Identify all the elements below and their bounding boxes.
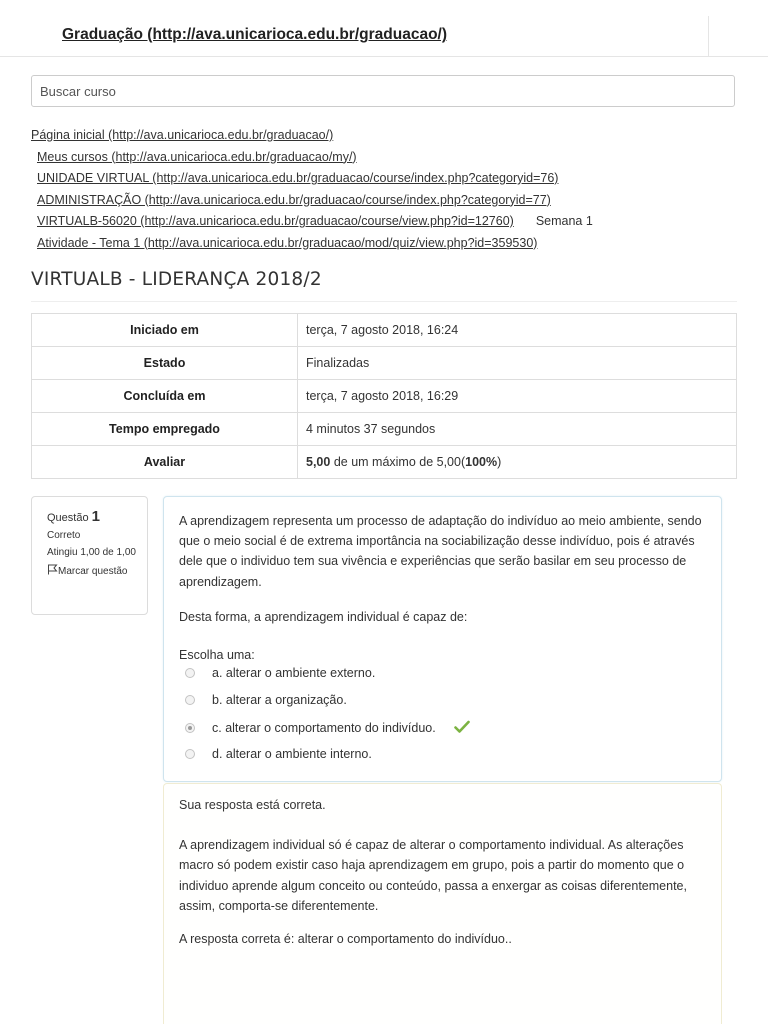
- summary-label: Avaliar: [32, 446, 298, 479]
- breadcrumb: [31, 125, 593, 254]
- page-title: VIRTUALB - LIDERANÇA 2018/2: [31, 269, 322, 290]
- check-icon: [454, 720, 470, 737]
- grade-score: 5,00: [306, 455, 331, 469]
- feedback-correct-answer: A resposta correta é: alterar o comportamento do indivíduo..: [179, 932, 512, 946]
- question-info-box: [31, 496, 148, 615]
- breadcrumb-link-my-courses[interactable]: Meus cursos (http://ava.unicarioca.edu.br/graduacao/my/): [37, 149, 357, 164]
- breadcrumb-item-activity: [31, 233, 593, 255]
- title-divider: [31, 301, 737, 302]
- breadcrumb-link-course[interactable]: VIRTUALB-56020 (http://ava.unicarioca.edu.br/graduacao/course/view.php?id=12760): [37, 214, 514, 228]
- radio-button-selected[interactable]: [185, 723, 195, 733]
- answer-option-a[interactable]: [185, 663, 375, 683]
- flag-icon: [47, 564, 58, 575]
- question-prompt: Desta forma, a aprendizagem individual é capaz de:: [179, 610, 468, 624]
- summary-label: Iniciado em: [32, 314, 298, 347]
- grade-close: ): [497, 455, 502, 469]
- answer-option-d[interactable]: [185, 744, 372, 764]
- breadcrumb-link-activity[interactable]: Atividade - Tema 1 (http://ava.unicarioca.edu.br/graduacao/mod/quiz/view.php?id=359530): [37, 235, 538, 250]
- breadcrumb-item-administration: [31, 190, 593, 212]
- question-heading: [47, 508, 139, 525]
- radio-button[interactable]: [185, 749, 195, 759]
- flag-question-button[interactable]: [47, 564, 139, 577]
- attempt-summary-table: [31, 313, 737, 479]
- radio-button[interactable]: [185, 668, 195, 678]
- breadcrumb-link-administration[interactable]: ADMINISTRAÇÃO (http://ava.unicarioca.edu.br/graduacao/course/index.php?categoryid=77): [37, 192, 551, 207]
- summary-value: 4 minutos 37 segundos: [298, 413, 737, 446]
- question-number: 1: [91, 508, 100, 525]
- summary-row-state: [32, 347, 737, 380]
- summary-value: terça, 7 agosto 2018, 16:24: [298, 314, 737, 347]
- radio-button[interactable]: [185, 695, 195, 705]
- question-status: Correto: [47, 530, 81, 541]
- breadcrumb-week-label: Semana 1: [535, 214, 593, 228]
- feedback-explanation: A aprendizagem individual só é capaz de alterar o comportamento individual. As alterações macro só podem existir caso haja aprendizagem em grupo, pois a partir do momento que o individuo aprende algum conceito ou conteúdo, passa a enxergar as coisas diferentemente, assim, comporta-se diferentemente.: [179, 838, 687, 913]
- summary-row-started: [32, 314, 737, 347]
- feedback-box: [163, 783, 722, 1024]
- summary-label: Tempo empregado: [32, 413, 298, 446]
- summary-label: Estado: [32, 347, 298, 380]
- summary-row-completed: [32, 380, 737, 413]
- question-text: A aprendizagem representa um processo de adaptação do indivíduo ao meio ambiente, sendo que o meio social é de extrema importância na sociabilização desse indivíduo, pois é através dele que o individuo tem sua vivência e experiências que serão basilar em seu processo de aprendizagem.: [179, 514, 702, 589]
- answer-label: b. alterar a organização.: [212, 693, 347, 707]
- breadcrumb-item-my-courses: [31, 147, 593, 169]
- feedback-status: Sua resposta está correta.: [179, 798, 326, 812]
- answer-option-c[interactable]: [185, 718, 470, 738]
- summary-value: Finalizadas: [298, 347, 737, 380]
- choose-one-label: Escolha uma:: [179, 648, 255, 662]
- breadcrumb-item-virtual-unit: [31, 168, 593, 190]
- breadcrumb-item-home: [31, 125, 593, 147]
- search-course-input[interactable]: [31, 75, 735, 107]
- answer-label: a. alterar o ambiente externo.: [212, 666, 376, 680]
- answer-option-b[interactable]: [185, 690, 347, 710]
- summary-row-grade: [32, 446, 737, 479]
- breadcrumb-link-virtual-unit[interactable]: UNIDADE VIRTUAL (http://ava.unicarioca.edu.br/graduacao/course/index.php?categoryid=76): [37, 171, 559, 185]
- grade-percent: 100%: [465, 455, 498, 469]
- flag-question-label: Marcar questão: [58, 566, 128, 577]
- top-bar: [0, 0, 768, 57]
- answer-label: d. alterar o ambiente interno.: [212, 747, 372, 761]
- question-content-box: [163, 496, 722, 782]
- summary-label: Concluída em: [32, 380, 298, 413]
- question-label: Questão: [47, 512, 89, 524]
- breadcrumb-link-home[interactable]: Página inicial (http://ava.unicarioca.edu.br/graduacao/): [31, 128, 334, 142]
- summary-value: terça, 7 agosto 2018, 16:29: [298, 380, 737, 413]
- site-home-link[interactable]: Graduação (http://ava.unicarioca.edu.br/graduacao/): [62, 26, 448, 43]
- question-grade: Atingiu 1,00 de 1,00: [47, 547, 136, 558]
- summary-value: [298, 446, 737, 479]
- answer-label: c. alterar o comportamento do indivíduo.: [212, 721, 436, 735]
- breadcrumb-item-course: [31, 211, 593, 233]
- top-bar-divider: [708, 16, 709, 56]
- grade-max: de um máximo de 5,00(: [330, 455, 466, 469]
- summary-row-time-taken: [32, 413, 737, 446]
